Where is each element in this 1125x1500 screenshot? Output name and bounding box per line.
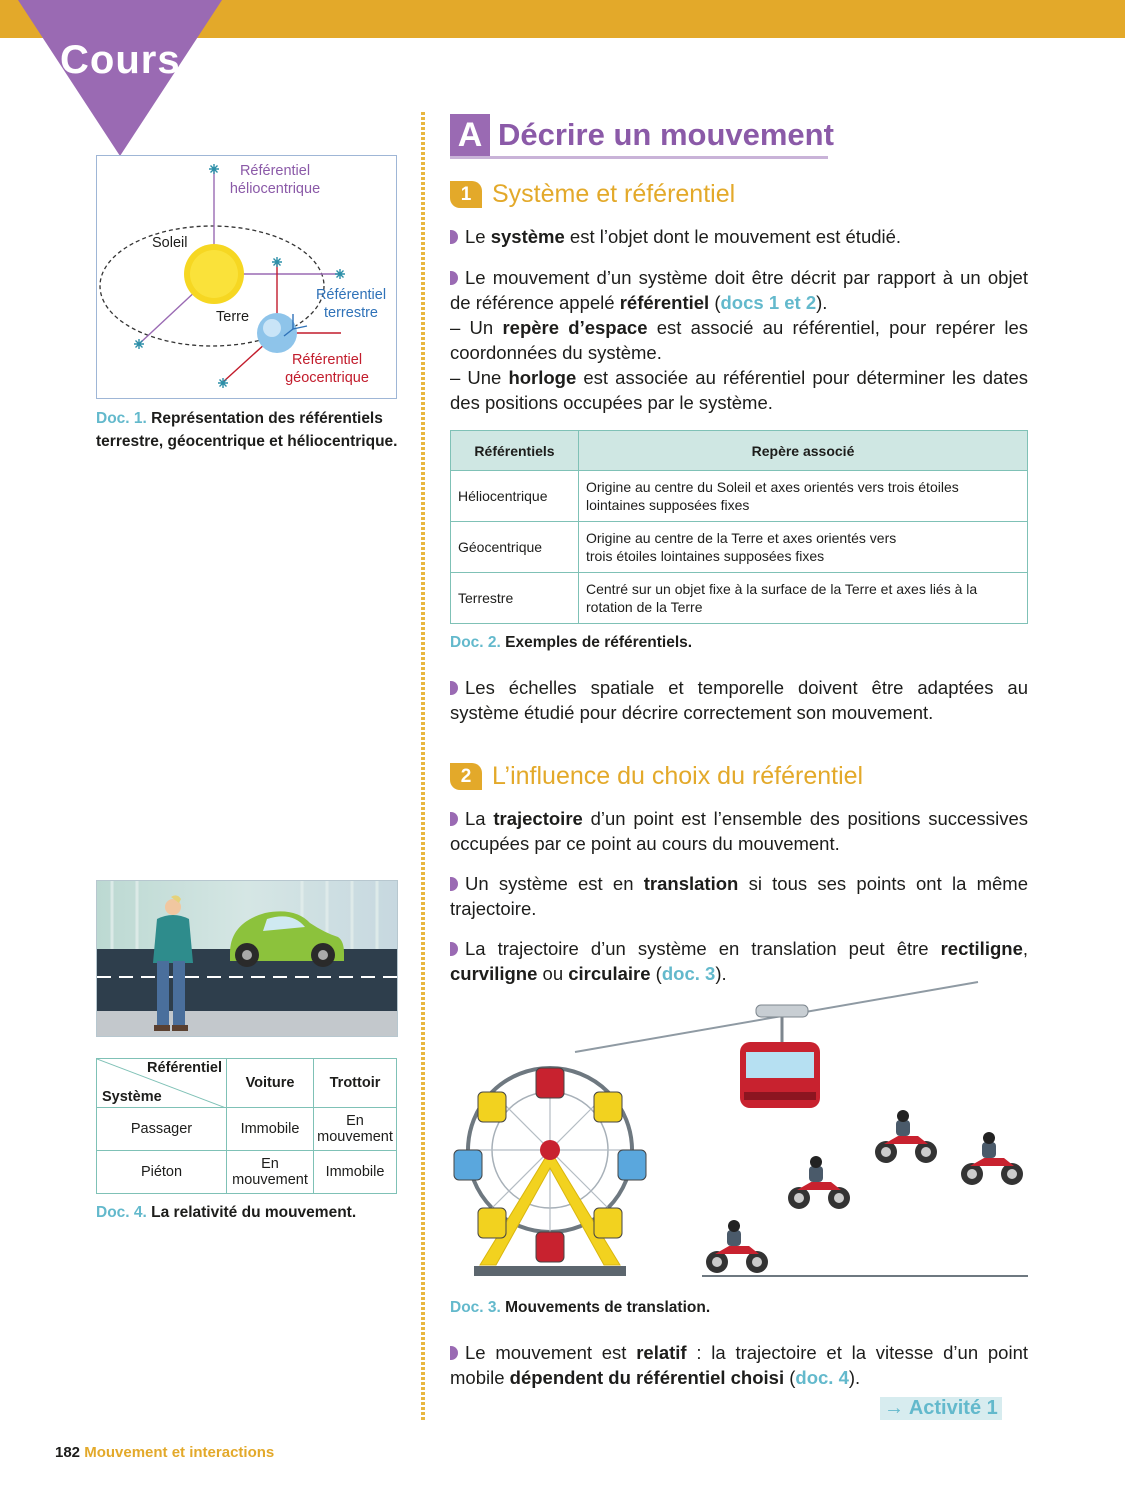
- label-terre: Terre: [216, 309, 250, 325]
- paragraph-relatif: Le mouvement est relatif : la trajectoire et la vitesse d’un point mobile dépendent du référentiel choisi (doc. 4).: [450, 1342, 1028, 1388]
- column-divider: [421, 112, 425, 1420]
- paragraph-trajectoire: La trajectoire d’un point est l’ensemble des positions successives occupées par ce point au cours du mouvement.: [450, 808, 1028, 854]
- doc2-cell: Centré sur un objet fixe à la surface de la Terre et axes liés à la rotation de la Terre: [579, 573, 1028, 624]
- bullet-icon: [450, 1346, 458, 1360]
- paragraph-referentiel: Le mouvement d’un système doit être décrit par rapport à un objet de référence appelé référentiel (docs 1 et 2). – Un repère d’espace est associé au référentiel, pour repérer les coordonnées du système. – Une horloge est associée au référentiel pour déterminer les dates des positions occupées par le système.: [450, 267, 1028, 413]
- doc4-cell: Immobile: [227, 1108, 314, 1151]
- bullet-icon: [450, 877, 458, 891]
- doc4-cell: En mouvement: [227, 1151, 314, 1194]
- label-geocentrique: Référentiel géocentrique: [285, 352, 369, 386]
- doc1-caption-text: Représentation des référentiels terrestre, géocentrique et héliocentrique.: [96, 410, 398, 450]
- doc2-cell: Terrestre: [451, 573, 579, 624]
- motorbike-icon: [875, 1110, 937, 1163]
- doc4-col-trottoir: Trottoir: [314, 1059, 397, 1108]
- doc2-table: [450, 430, 1028, 624]
- label-heliocentrique: Référentiel héliocentrique: [229, 163, 321, 197]
- doc4-corner-top: Référentiel: [147, 1060, 222, 1076]
- doc4-col-voiture: Voiture: [227, 1059, 314, 1108]
- page-footer: [55, 1444, 274, 1461]
- cours-badge: Cours: [60, 38, 181, 82]
- section-a-underline: [450, 156, 828, 159]
- subsection-2-heading: L’influence du choix du référentiel: [492, 762, 864, 790]
- section-a-letter: A: [450, 114, 490, 156]
- doc4-illustration: [96, 880, 398, 1037]
- doc2-cell: Géocentrique: [451, 522, 579, 573]
- paragraph-systeme: Le système est l’objet dont le mouvement est étudié.: [450, 224, 1028, 249]
- doc4-corner-cell: [97, 1059, 227, 1108]
- doc4-table: [96, 1058, 397, 1194]
- ref-docs-1-2[interactable]: docs 1 et 2: [720, 292, 817, 313]
- label-terrestre: Référentiel terrestre: [315, 287, 387, 321]
- doc3-illustration: [450, 980, 1030, 1280]
- subsection-1-number: 1: [450, 181, 482, 208]
- chapter-title: Mouvement et interactions: [84, 1444, 275, 1461]
- section-a-heading: Décrire un mouvement: [498, 117, 834, 152]
- bullet-icon: [450, 681, 458, 695]
- doc4-cell: En mouvement: [314, 1108, 397, 1151]
- section-a-title: [450, 114, 834, 156]
- doc2-cell: Origine au centre du Soleil et axes orientés vers trois étoiles lointaines supposées fixes: [579, 471, 1028, 522]
- doc3-caption: [450, 1296, 710, 1319]
- doc2-cell: Origine au centre de la Terre et axes orientés vers trois étoiles lointaines supposées fixes: [579, 522, 1028, 573]
- doc4-cell: Immobile: [314, 1151, 397, 1194]
- ref-doc-3[interactable]: doc. 3: [661, 963, 716, 984]
- doc4-caption-text: La relativité du mouvement.: [151, 1204, 357, 1221]
- activite-1-link[interactable]: → Activité 1: [880, 1397, 1002, 1420]
- label-soleil: Soleil: [152, 235, 188, 251]
- paragraph-translation: Un système est en translation si tous ses points ont la même trajectoire.: [450, 873, 1029, 919]
- doc4-cell: Piéton: [97, 1151, 227, 1194]
- doc4-caption-num: Doc. 4.: [96, 1204, 147, 1221]
- doc4-cell: Passager: [97, 1108, 227, 1151]
- doc2-caption-num: Doc. 2.: [450, 634, 501, 651]
- doc2-header: Repère associé: [579, 431, 1028, 471]
- motorbike-icon: [788, 1156, 850, 1209]
- subsection-2-number: 2: [450, 763, 482, 790]
- doc2-caption-text: Exemples de référentiels.: [505, 634, 693, 651]
- paragraph-echelles: Les échelles spatiale et temporelle doivent être adaptées au système étudié pour décrire correctement son mouvement.: [450, 677, 1028, 723]
- doc2-cell: Héliocentrique: [451, 471, 579, 522]
- doc2-header: Référentiels: [451, 431, 579, 471]
- motorbike-icon: [706, 1220, 768, 1273]
- doc1-caption-num: Doc. 1.: [96, 410, 147, 427]
- street-scene: [97, 881, 397, 1036]
- bullet-icon: [450, 812, 458, 826]
- paragraph-types-trajectoire: La trajectoire d’un système en translation peut être rectiligne, curviligne ou circulaire (doc. 3).: [450, 938, 1028, 984]
- ref-doc-4[interactable]: doc. 4: [795, 1367, 849, 1388]
- subsection-1-title: [450, 180, 735, 209]
- motorbike-icon: [961, 1132, 1023, 1185]
- doc4-corner-bottom: Système: [102, 1089, 162, 1105]
- subsection-1-heading: Système et référentiel: [492, 180, 736, 208]
- page-number: 182: [55, 1444, 81, 1461]
- ferris-wheel: [454, 1068, 646, 1276]
- doc3-caption-text: Mouvements de translation.: [505, 1299, 711, 1316]
- bullet-icon: [450, 942, 458, 956]
- doc2-caption: [450, 631, 692, 654]
- doc1-caption: [96, 407, 401, 453]
- subsection-2-title: [450, 762, 863, 791]
- bullet-icon: [450, 271, 458, 285]
- bullet-icon: [450, 230, 458, 244]
- doc3-caption-num: Doc. 3.: [450, 1299, 501, 1316]
- doc4-caption: [96, 1201, 356, 1224]
